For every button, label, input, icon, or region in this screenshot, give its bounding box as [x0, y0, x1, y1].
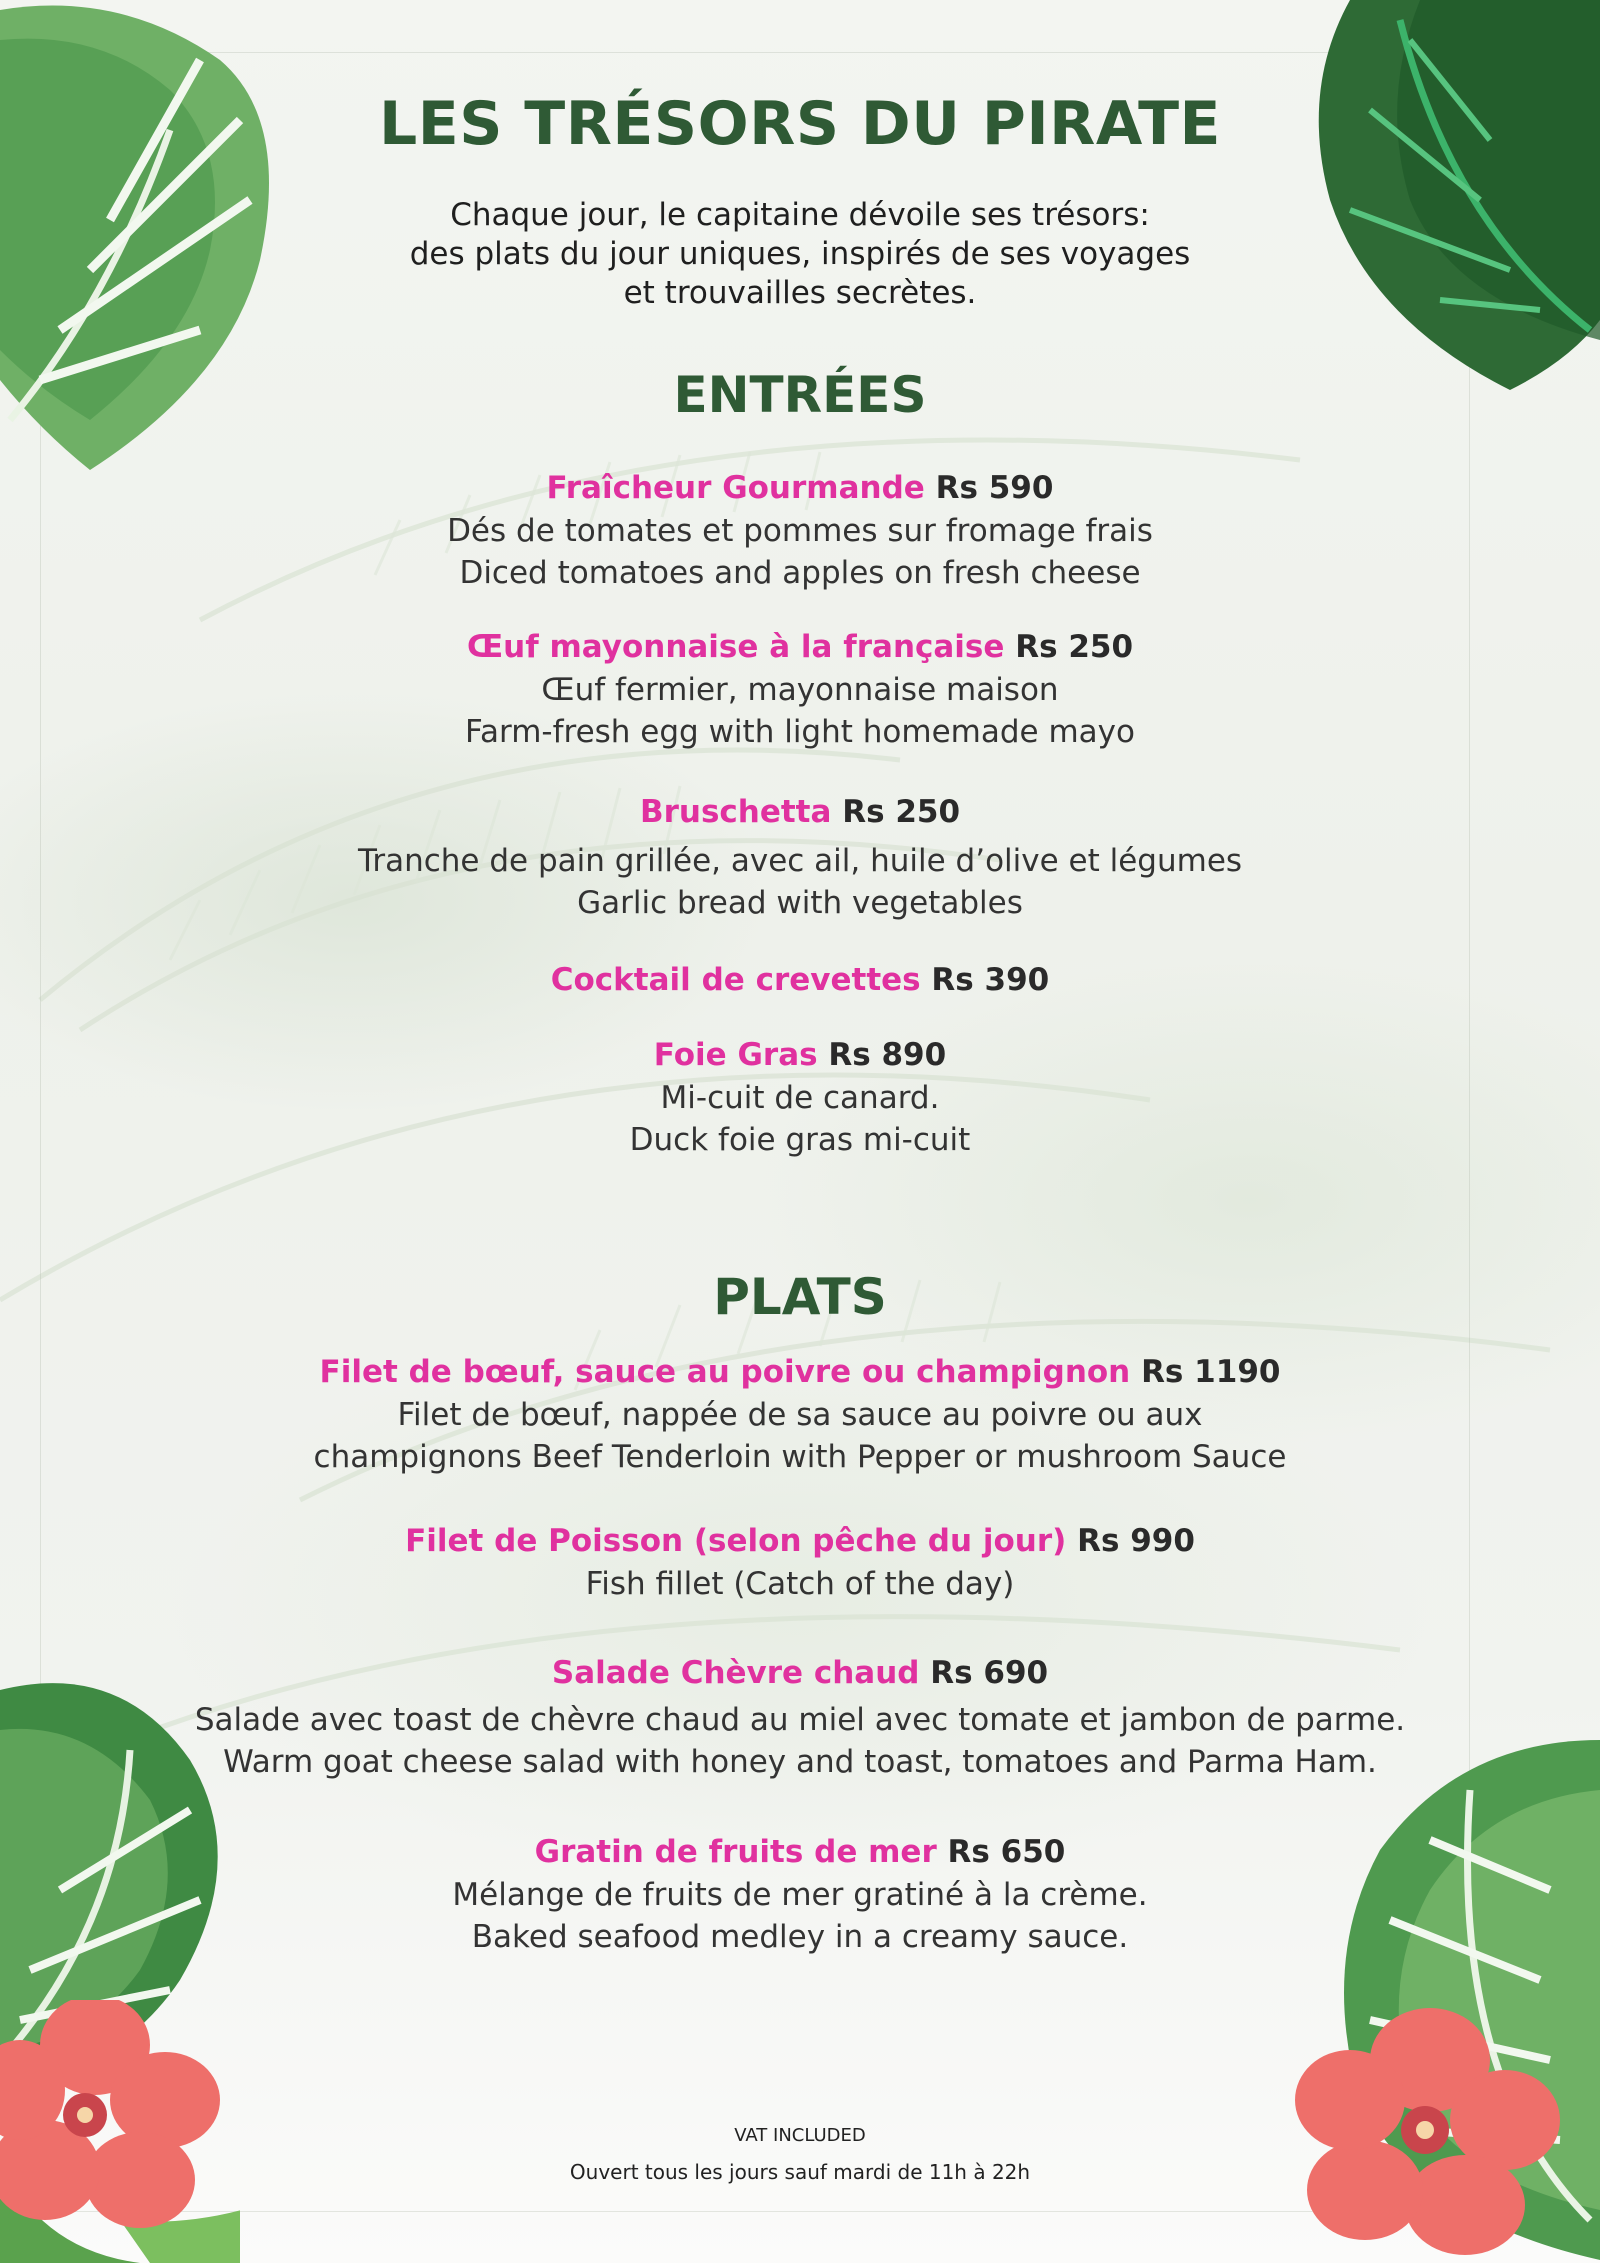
menu-item-name: Cocktail de crevettes	[550, 962, 921, 998]
menu-item	[100, 466, 1500, 594]
menu-item-name: Bruschetta	[639, 794, 832, 830]
intro-line: et trouvailles secrètes.	[623, 275, 977, 311]
intro-text	[100, 196, 1500, 313]
menu-item-header	[100, 1651, 1500, 1695]
description-line: Mi-cuit de canard.	[660, 1080, 940, 1116]
menu-item-header	[100, 1350, 1500, 1394]
description-line: Baked seafood medley in a creamy sauce.	[471, 1919, 1129, 1955]
menu-item	[100, 1519, 1500, 1605]
description-line: Œuf fermier, mayonnaise maison	[541, 672, 1059, 708]
menu-item-description	[100, 669, 1500, 753]
menu-item-header	[100, 625, 1500, 669]
menu-item	[100, 1830, 1500, 1958]
menu-item-description	[100, 1394, 1500, 1478]
menu-item-header	[100, 790, 1500, 834]
menu-item-price: Rs 650	[947, 1834, 1066, 1870]
menu-item-header	[100, 1519, 1500, 1563]
section-title-entrees: ENTRÉES	[673, 366, 927, 424]
description-line: Tranche de pain grillée, avec ail, huile d’olive et légumes	[357, 843, 1243, 879]
menu-item-description	[100, 510, 1500, 594]
menu-item-description	[100, 1563, 1500, 1605]
menu-item-name: Œuf mayonnaise à la française	[466, 629, 1005, 665]
menu-item-description	[100, 840, 1500, 924]
menu-item-price: Rs 690	[930, 1655, 1049, 1691]
menu-item-price: Rs 390	[931, 962, 1050, 998]
menu-item-price: Rs 590	[935, 470, 1054, 506]
intro-line: Chaque jour, le capitaine dévoile ses trésors:	[450, 197, 1150, 233]
menu-item-description	[100, 1699, 1500, 1783]
menu-item-header	[100, 958, 1500, 1002]
menu-item	[100, 625, 1500, 753]
description-line: Diced tomatoes and apples on fresh cheese	[459, 555, 1141, 591]
description-line: Fish fillet (Catch of the day)	[585, 1566, 1015, 1602]
menu-item-header	[100, 466, 1500, 510]
menu-item-description	[100, 1077, 1500, 1161]
menu-item-name: Filet de Poisson (selon pêche du jour)	[405, 1523, 1067, 1559]
vat-note: VAT INCLUDED	[734, 2125, 866, 2146]
description-line: Salade avec toast de chèvre chaud au miel avec tomate et jambon de parme.	[194, 1702, 1406, 1738]
menu-item-header	[100, 1033, 1500, 1077]
menu-item-name: Filet de bœuf, sauce au poivre ou champignon	[319, 1354, 1131, 1390]
description-line: Filet de bœuf, nappée de sa sauce au poivre ou aux	[397, 1397, 1203, 1433]
section-title-plats: PLATS	[713, 1268, 887, 1326]
description-line: champignons Beef Tenderloin with Pepper or mushroom Sauce	[313, 1439, 1287, 1475]
description-line: Warm goat cheese salad with honey and toast, tomatoes and Parma Ham.	[223, 1744, 1377, 1780]
menu-item	[100, 1033, 1500, 1161]
menu-item	[100, 790, 1500, 924]
menu-item-header	[100, 1830, 1500, 1874]
menu-item-description	[100, 1874, 1500, 1958]
description-line: Duck foie gras mi-cuit	[629, 1122, 971, 1158]
description-line: Mélange de fruits de mer gratiné à la crème.	[452, 1877, 1148, 1913]
description-line: Farm-fresh egg with light homemade mayo	[465, 714, 1135, 750]
opening-hours: Ouvert tous les jours sauf mardi de 11h à 22h	[569, 2160, 1031, 2184]
intro-line: des plats du jour uniques, inspirés de ses voyages	[409, 236, 1191, 272]
menu-item-price: Rs 990	[1077, 1523, 1195, 1559]
menu-item-price: Rs 250	[842, 794, 961, 830]
menu-item-name: Fraîcheur Gourmande	[546, 470, 925, 506]
description-line: Garlic bread with vegetables	[577, 885, 1023, 921]
menu-item-price: Rs 1190	[1141, 1354, 1281, 1390]
menu-item	[100, 1651, 1500, 1783]
menu-item-name: Salade Chèvre chaud	[551, 1655, 920, 1691]
page-title: LES TRÉSORS DU PIRATE	[378, 89, 1222, 159]
menu-item	[100, 958, 1500, 1002]
description-line: Dés de tomates et pommes sur fromage frais	[447, 513, 1153, 549]
menu-item-name: Gratin de fruits de mer	[534, 1834, 937, 1870]
menu-item	[100, 1350, 1500, 1478]
menu-item-name: Foie Gras	[653, 1037, 818, 1073]
menu-item-price: Rs 250	[1015, 629, 1134, 665]
menu-item-price: Rs 890	[828, 1037, 947, 1073]
